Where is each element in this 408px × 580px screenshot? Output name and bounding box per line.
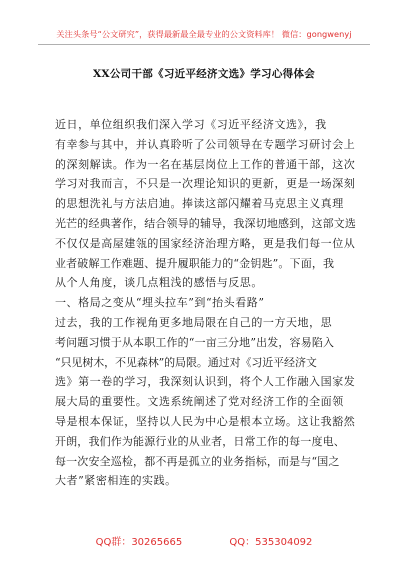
body-line: 不仅仅是高屋建瓴的国家经济治理方略，更是我们每一位从	[55, 236, 356, 250]
header-divider	[38, 44, 370, 45]
footer-qq-group: QQ群：30265665	[95, 537, 183, 548]
footer-qq: QQ：535304092	[229, 537, 313, 548]
body-line: 的深刻解读。作为一名在基层岗位上工作的普通干部，这次	[55, 157, 356, 171]
body-line: 的思想洗礼与方法启迪。捧读这部闪耀着马克思主义真理	[55, 197, 344, 211]
header-banner: 关注头条号“公文研究”，获得最新最全最专业的公文资料库！ 微信：gongwenyj	[56, 29, 352, 39]
body-line: 大者”紧密相连的实践。	[55, 474, 177, 488]
body-line: 过去，我的工作视角更多地局限在自己的一方天地，思	[55, 315, 333, 329]
body-line: 近日，单位组织我们深入学习《习近平经济文选》，我	[55, 118, 327, 131]
footer-contact	[0, 533, 408, 548]
body-line: 选》第一卷的学习，我深刻认识到，将个人工作融入国家发	[55, 375, 356, 389]
body-line: 从个人角度，谈几点粗浅的感悟与反思。	[55, 276, 263, 290]
body-line: 学习对我而言，不只是一次理论知识的更新，更是一场深刻	[55, 177, 356, 191]
body-line: 展大局的重要性。文选系统阐述了党对经济工作的全面领	[55, 395, 344, 409]
body-line: “只见树木，不见森林”的局限。通过对《习近平经济文	[55, 355, 317, 369]
body-line: 每一次安全巡检，都不再是孤立的业务指标，而是与“国之	[55, 454, 340, 468]
body-line: 考问题习惯于从本职工作的“一亩三分地”出发，容易陷入	[55, 335, 335, 349]
body-line: 光芒的经典著作，结合领导的辅导，我深切地感到，这部文选	[55, 216, 357, 230]
document-title: XX公司干部《习近平经济文选》学习心得体会	[92, 68, 316, 80]
body-line: 有幸参与其中，并认真聆听了公司领导在专题学习研讨会上	[55, 137, 356, 151]
body-line: 业者破解工作难题、提升履职能力的“金钥匙”。下面，我	[55, 256, 335, 270]
body-line: 导是根本保证，坚持以人民为中心是根本立场。这让我豁然	[55, 414, 356, 428]
body-line: 开朗，我们作为能源行业的从业者，日常工作的每一度电、	[55, 434, 345, 448]
section-heading: 一、格局之变从“埋头拉车”到“抬头看路”	[55, 296, 265, 310]
document-body	[55, 115, 357, 491]
